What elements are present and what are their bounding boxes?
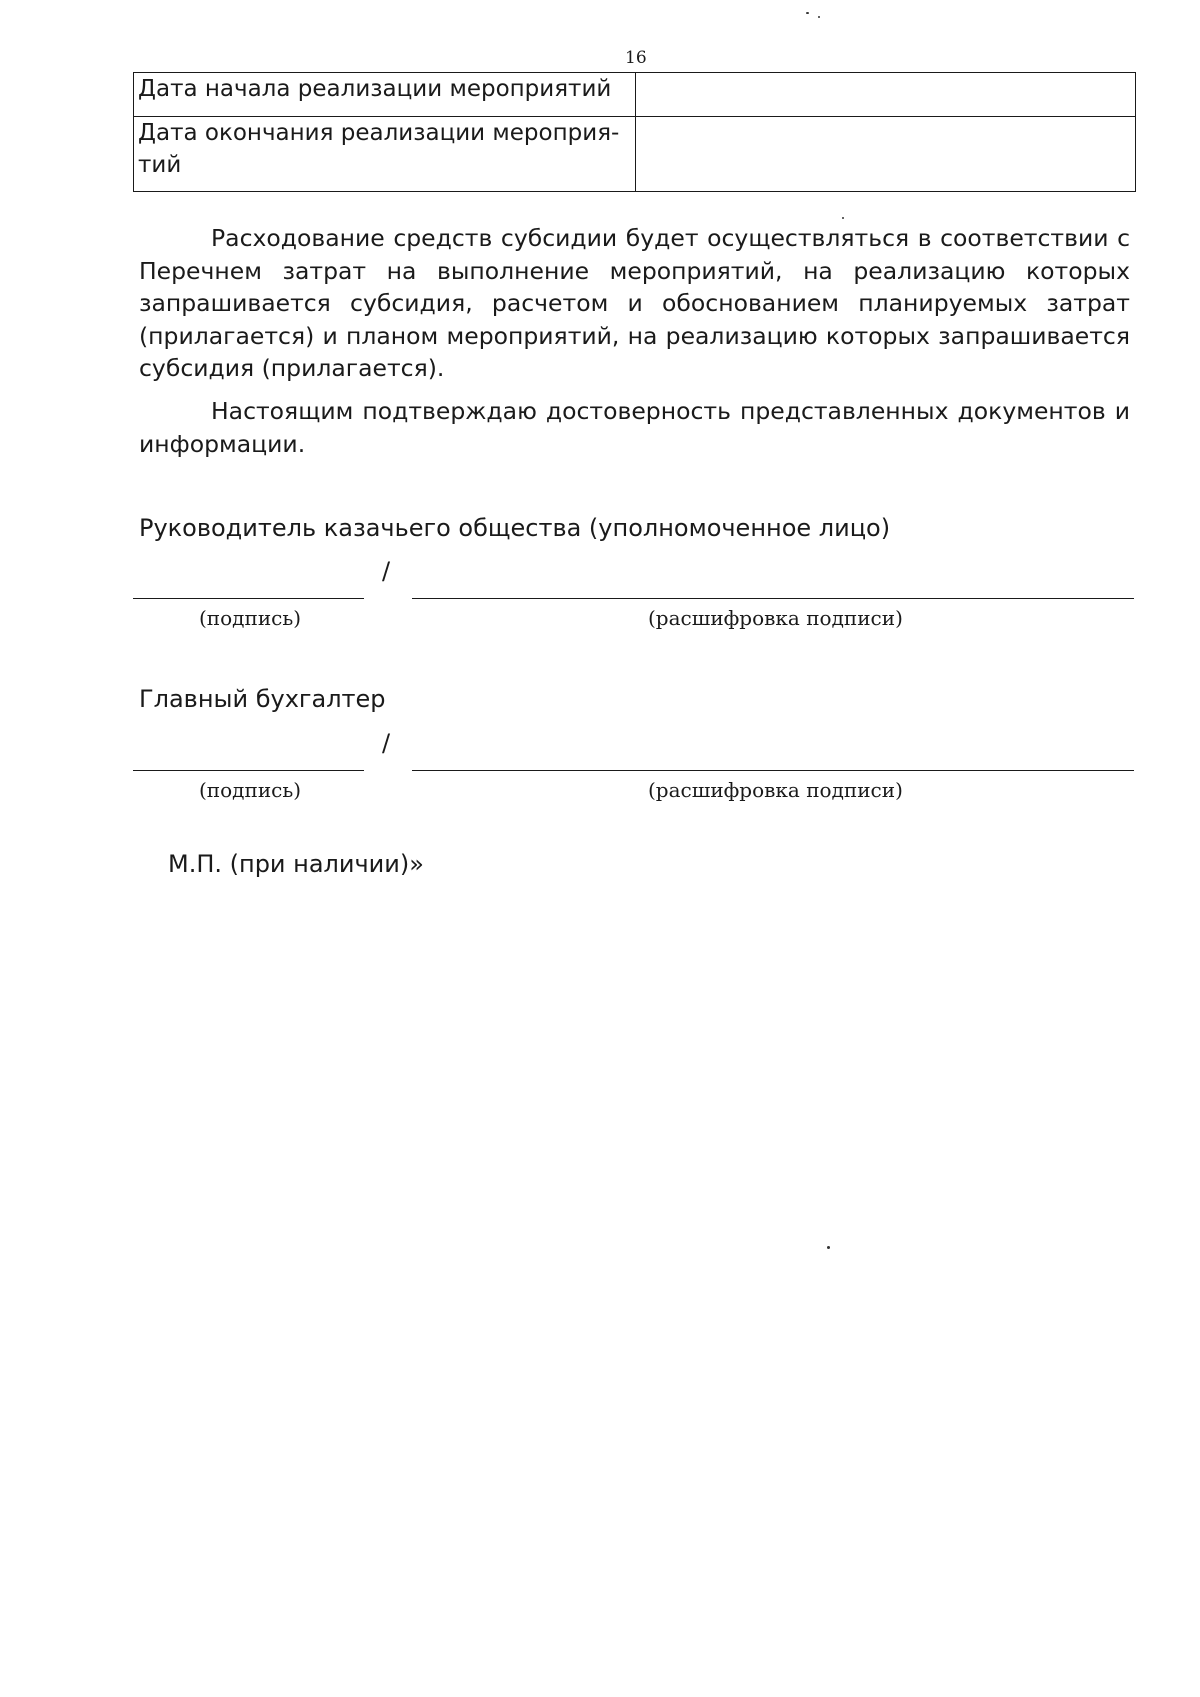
table-row <box>134 73 1136 117</box>
scan-speck <box>806 12 809 14</box>
head-of-society-title: Руководитель казачьего общества (уполномоченное лицо) <box>139 514 891 542</box>
signature-caption: (подпись) <box>199 778 302 802</box>
scan-speck <box>842 217 844 219</box>
table-row <box>134 117 1136 192</box>
stamp-note: М.П. (при наличии)» <box>168 850 424 878</box>
end-date-value <box>636 117 1136 192</box>
signature-line <box>133 770 364 771</box>
start-date-label: Дата начала реализации мероприятий <box>134 73 636 117</box>
end-date-label: Дата окончания реализации мероприя- тий <box>134 117 636 192</box>
signature-separator: / <box>382 729 391 757</box>
dates-table <box>133 72 1136 192</box>
decoding-line <box>412 598 1134 599</box>
scan-speck <box>818 16 820 18</box>
signature-caption: (подпись) <box>199 606 302 630</box>
start-date-value <box>636 73 1136 117</box>
page-number: 16 <box>625 48 647 68</box>
decoding-caption: (расшифровка подписи) <box>648 778 903 802</box>
subsidy-spending-paragraph: Расходование средств субсидии будет осуществляться в соответствии с Перечнем затрат на выполнение мероприятий, на реализацию которых запрашивается субсидия, расчетом и обоснованием планируемых затрат (прилагается) и планом мероприятий, на реализацию которых запрашивается субсидия (прилагается). <box>139 224 1130 382</box>
signature-line <box>133 598 364 599</box>
scan-speck <box>827 1246 830 1249</box>
decoding-line <box>412 770 1134 771</box>
confirmation-paragraph: Настоящим подтверждаю достоверность представленных документов и информации. <box>139 397 1130 458</box>
signature-separator: / <box>382 557 391 585</box>
chief-accountant-title: Главный бухгалтер <box>139 685 386 713</box>
decoding-caption: (расшифровка подписи) <box>648 606 903 630</box>
